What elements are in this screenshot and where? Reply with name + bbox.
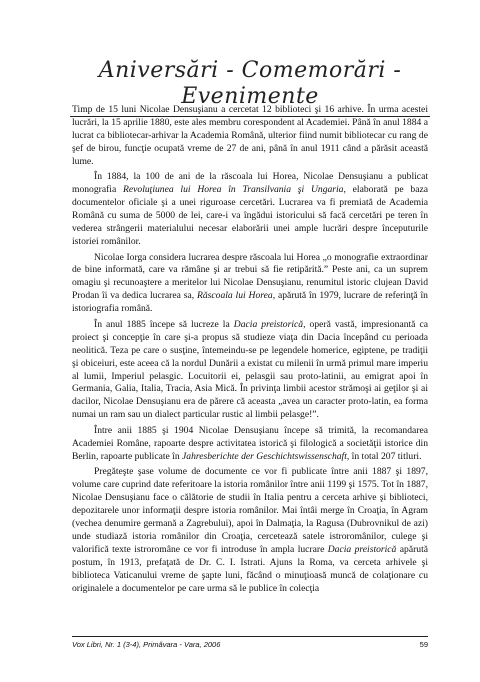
paragraph-text: , apărută în 1979, lucrare de referinţă în istoriografia română. [72,290,428,315]
footer-divider [72,636,428,637]
paragraph-text: În anul 1885 începe să lucreze la [94,318,234,330]
paragraph [72,319,428,422]
paragraph-text: În 1884, la 100 de ani de la răscoala lui Horea, Nicolae Densuşianu a publicat monografia [72,171,428,196]
article-body [72,104,428,598]
section-title: Aniversări - Comemorări - Evenimente [98,58,402,109]
paragraph-text: Pregăteşte şase volume de documente ce vor fi publicate între anii 1887 şi 1897, volume care cuprind date referitoare la istoria românilor între anii 1199 şi 1575. Tot în 1887, Nicolae Densuşianu face o călătorie de studii în Italia pentru a cerceta arhive şi biblioteci, depozitarele unor informaţii despre istoria românilor. Mai întâi merge în Croaţia, în Agram (vechea denumire germană a Zagrebului), apoi în Dalmaţia, la Ragusa (Dubrovnikul de azi) unde studiază istoria românilor din Croaţia, cercetează satele istroromânilor, culege şi valorifică texte istroromâne ce vor fi introduse în ampla lucrare [72,466,428,555]
paragraph-text: , operă vastă, impresionantă ca proiect şi concepţie în care şi-a propus să studieze viaţa din Dacia începând cu perioada neolitică. Teza pe care o susţine, întemeindu-se pe legendele homerice, egiptene, pe tradiţii şi obiceiuri, este aceea că la nordul Dunării a existat cu milenii în urmă primul mare imperiu al lumii, Imperiul pelasgic. Locuitorii ei, pelasgii sau proto-latinii, au emigrat apoi în Germania, Galia, Italia, Tracia, Asia Mică. În privinţa limbii acestor strămoşi ai geţilor şi ai dacilor, Nicolae Densuşianu era de părere că aceasta „avea un caracter proto-latin, ea forma numai un ram sau un dialect particular rustic al limbii pelasge!”. [72,318,429,421]
italic-title: Răscoala lui Horea [197,290,273,302]
paragraph-text: Timp de 15 luni Nicolae Densuşianu a cercetat 12 biblioteci şi 16 arhive. În urma acestei lucrări, la 15 aprilie 1880, este ales membru corespondent al Academiei. Până în anul 1884 a lucrat ca bibliotecar-arhivar la Academia Română, ulterior fiind numit bibliotecar cu rang de şef de birou, funcţie ocupată vreme de 27 de ani, până în anul 1911 când a părăsit această lume. [72,104,428,167]
italic-title: Jahresberichte der Geschichtswissenschaft [182,450,347,462]
paragraph [72,425,428,464]
page-footer [72,636,428,649]
paragraph-text: , elaborată pe baza documentelor oficiale şi a unei riguroase cercetări. Lucrarea va fi premiată de Academia Română cu suma de 5000 de lei, care-i va îngădui istoricului să facă cercetări pe teren în vederea strângerii materialului necesar elaborării unei ample lucrări despre începuturile istoriei românilor. [72,184,429,247]
italic-title: Revoluţiunea lui Horea în Transilvania şi Ungaria [123,184,344,196]
paragraph [72,252,428,317]
page-number: 59 [419,640,428,649]
italic-title: Dacia preistorică [327,543,397,555]
paragraph [72,171,428,248]
paragraph-text: Între anii 1885 şi 1904 Nicolae Densuşianu începe să trimită, la recomandarea Academiei Române, rapoarte despre activitatea istorică şi filologică a societăţii istorice din Berlin, rapoarte publicate în [72,424,428,462]
paragraph [72,104,428,169]
journal-citation: Vox Libri, Nr. 1 (3-4), Primăvara - Vara, 2006 [72,640,221,649]
paragraph-text: , în total 207 titluri. [346,450,422,462]
paragraph-text: apărută postum, în 1913, prefaţată de Dr. C. I. Istrati. Ajuns la Roma, va cerceta arhivele şi biblioteca Vaticanului vreme de şapte luni, făcând o minuţioasă muncă de colaţionare cu originalele a documentelor pe care urma să le publice în colecţia [72,543,428,594]
italic-title: Dacia preistorică [233,318,304,330]
paragraph [72,466,428,595]
paragraph-text: Nicolae Iorga considera lucrarea despre răscoala lui Horea „o monografie extraordinar de bine informată, care va rămâne şi ar trebui să fie retipărită.” Peste ani, ca un suprem omagiu şi recunoaştere a meritelor lui Nicolae Densuşianu, renumitul istoric clujean David Prodan îi va dedica lucrarea sa, [72,251,428,302]
